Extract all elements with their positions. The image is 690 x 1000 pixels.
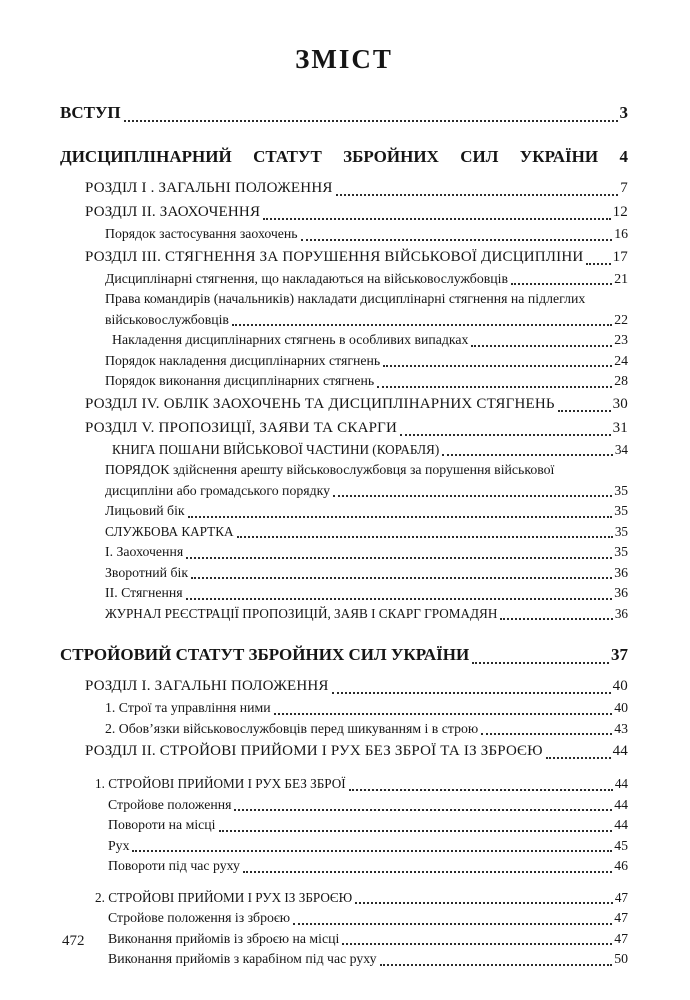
toc-entry-label: СТРОЙОВИЙ СТАТУТ ЗБРОЙНИХ СИЛ УКРАЇНИ (60, 645, 470, 664)
toc-entry-page: 30 (612, 395, 628, 412)
dot-leader (383, 365, 612, 367)
toc-entry-label: Повороти на місці (108, 817, 216, 832)
toc-entry (105, 289, 628, 310)
toc-entry-label: Лицьовий бік (105, 503, 185, 518)
page-title: ЗМІСТ (295, 44, 393, 74)
toc-entry-page: 4 (619, 147, 629, 166)
dot-leader (188, 516, 613, 518)
toc-entry-page: 43 (614, 720, 628, 736)
dot-leader (377, 386, 612, 388)
toc-entry (105, 224, 628, 245)
toc-entry-label: РОЗДІЛ ІІ. СТРОЙОВІ ПРИЙОМИ І РУХ БЕЗ ЗБРОЇ ТА ІЗ ЗБРОЄЮ (85, 743, 543, 759)
toc-entry (85, 245, 628, 269)
toc-entry (105, 698, 628, 719)
toc-entry-label: СЛУЖБОВА КАРТКА (105, 523, 234, 539)
dot-leader (400, 434, 611, 436)
toc-entry (108, 929, 628, 950)
toc-entry-label: Стройове положення із зброєю (108, 910, 291, 925)
toc-entry (105, 542, 628, 563)
toc-entry-label: Виконання прийомів з карабіном під час руху (108, 951, 377, 966)
toc-entry-label: РОЗДІЛ ІІ. ЗАОХОЧЕННЯ (85, 204, 261, 220)
dot-leader (263, 218, 610, 220)
toc-entry-page: 45 (614, 837, 628, 853)
toc-entry-label: РОЗДІЛ ІV. ОБЛІК ЗАОХОЧЕНЬ ТА ДИСЦИПЛІНАРНИХ СТЯГНЕНЬ (85, 395, 555, 412)
toc-entry-label: 2. Обов’язки військовослужбовців перед шикуванням і в строю (105, 720, 479, 736)
toc-entry-label: РОЗДІЛ ІІІ. СТЯГНЕННЯ ЗА ПОРУШЕННЯ ВІЙСЬКОВОЇ ДИСЦИПЛІНИ (85, 248, 584, 265)
toc-entry-label: ПОРЯДОК здійснення арешту військовослужбовця за порушення військової (105, 462, 555, 477)
toc-entry (85, 739, 628, 763)
toc-entry-page: 35 (614, 503, 628, 518)
toc-entry-label: Дисциплінарні стягнення, що накладаються на військовослужбовців (105, 270, 508, 286)
dot-leader (471, 345, 612, 347)
toc-entry (105, 351, 628, 372)
dot-leader (380, 964, 613, 966)
toc-entry-page: 44 (614, 796, 628, 812)
toc-entry-label: 2. СТРОЙОВІ ПРИЙОМИ І РУХ ІЗ ЗБРОЄЮ (95, 889, 353, 905)
dot-leader (349, 789, 613, 791)
toc-entry (60, 99, 628, 126)
toc-entry (105, 719, 628, 740)
dot-leader (558, 410, 611, 412)
dot-leader (511, 283, 612, 285)
toc-entry-label: Повороти під час руху (108, 858, 240, 873)
dot-leader (442, 454, 613, 456)
toc-entry-page: 31 (612, 419, 628, 436)
toc-entry-label: ВСТУП (60, 103, 121, 122)
toc-entry (105, 522, 628, 543)
toc-entry (105, 583, 628, 604)
dot-leader (124, 120, 618, 122)
toc-entry-page: 36 (614, 605, 628, 621)
dot-leader (132, 850, 612, 852)
toc-entry-page: 22 (614, 311, 628, 327)
toc-entry (108, 815, 628, 836)
dot-leader (301, 239, 613, 241)
toc-entry (108, 795, 628, 816)
dot-leader (546, 757, 611, 759)
toc-entry-page: 35 (614, 482, 628, 498)
toc-entry-page: 36 (614, 564, 628, 580)
toc-entry-label: 1. СТРОЙОВІ ПРИЙОМИ І РУХ БЕЗ ЗБРОЇ (95, 776, 346, 791)
dot-leader (274, 713, 613, 715)
toc-entry-label: дисципліни або громадського порядку (105, 482, 331, 498)
toc-entry (112, 330, 628, 351)
toc-entry-page: 47 (614, 910, 628, 925)
toc-entry (105, 563, 628, 584)
toc-entry-page: 40 (612, 678, 628, 694)
toc-entry-page: 47 (614, 930, 628, 946)
toc-entry-page: 34 (614, 441, 628, 457)
toc-entry (105, 460, 628, 481)
toc-entry (108, 908, 628, 929)
toc-entry-label: ЖУРНАЛ РЕЄСТРАЦІЇ ПРОПОЗИЦІЙ, ЗАЯВ І СКАРГ ГРОМАДЯН (105, 605, 498, 621)
dot-leader (219, 830, 613, 832)
toc-entry (105, 371, 628, 392)
toc-entry (105, 501, 628, 522)
toc-entry (112, 440, 628, 461)
dot-leader (237, 536, 613, 538)
toc-entry-page: 36 (614, 585, 628, 600)
dot-leader (342, 943, 612, 945)
toc-entry-label: РОЗДІЛ V. ПРОПОЗИЦІЇ, ЗАЯВИ ТА СКАРГИ (85, 419, 398, 436)
toc-entry-page: 44 (614, 817, 628, 832)
dot-leader (234, 809, 612, 811)
dot-leader (332, 692, 611, 694)
toc-entry (60, 143, 628, 170)
toc-entry (105, 269, 628, 290)
toc-entry-page: 28 (614, 373, 628, 388)
toc-entry (105, 604, 628, 625)
toc-entry-page: 50 (614, 951, 628, 966)
toc-entry-label: РОЗДІЛ І. ЗАГАЛЬНІ ПОЛОЖЕННЯ (85, 678, 329, 694)
dot-leader (186, 598, 613, 600)
dot-leader (243, 871, 612, 873)
toc-entry (60, 641, 628, 668)
toc-entry-page: 37 (611, 645, 628, 664)
toc-entry (85, 674, 628, 698)
dot-leader (333, 495, 612, 497)
toc-entry-page: 23 (614, 332, 628, 347)
toc-entry (108, 949, 628, 970)
toc-entry (85, 200, 628, 224)
toc-entry-page: 16 (614, 226, 628, 241)
toc-entry-label: ДИСЦИПЛІНАРНИЙ СТАТУТ ЗБРОЙНИХ СИЛ УКРАЇНИ (60, 147, 599, 166)
dot-leader (191, 577, 612, 579)
toc-entry-label: І. Заохочення (105, 544, 184, 559)
toc-entry-label: військовослужбовців (105, 311, 229, 327)
toc-entry-page: 7 (620, 180, 628, 196)
toc-entry-page: 46 (614, 858, 628, 873)
toc-entry-label: Стройове положення (108, 796, 232, 812)
toc-entry (105, 310, 628, 331)
toc-entry-label: Порядок накладення дисциплінарних стягнень (105, 352, 381, 368)
toc-entry-page: 40 (614, 700, 628, 715)
toc-entry-label: 1. Строї та управління ними (105, 700, 271, 715)
toc-entry-label: Накладення дисциплінарних стягнень в особливих випадках (112, 332, 469, 347)
dot-leader (500, 618, 612, 620)
toc-entry-label: Порядок застосування заохочень (105, 226, 298, 241)
toc-entry (85, 176, 628, 200)
dot-leader (186, 557, 612, 559)
toc-entry (85, 392, 628, 416)
toc-entry (85, 416, 628, 440)
toc-entry-label: ІІ. Стягнення (105, 585, 183, 600)
toc-list (60, 99, 628, 970)
dot-leader (472, 662, 609, 664)
dot-leader (293, 923, 612, 925)
toc-entry (108, 856, 628, 877)
toc-entry-page: 35 (614, 544, 628, 559)
toc-entry (95, 888, 628, 909)
dot-leader (586, 263, 610, 265)
toc-entry-label: Зворотний бік (105, 564, 189, 580)
toc-entry-page: 44 (612, 743, 628, 759)
toc-entry-page: 24 (614, 352, 628, 368)
dot-leader (232, 324, 612, 326)
toc-entry-label: РОЗДІЛ І . ЗАГАЛЬНІ ПОЛОЖЕННЯ (85, 180, 333, 196)
toc-entry-page: 47 (614, 889, 628, 905)
toc-entry (108, 836, 628, 857)
toc-entry-label: Рух (108, 837, 130, 853)
toc-entry (105, 481, 628, 502)
toc-entry (95, 774, 628, 795)
page-number: 472 (62, 933, 85, 949)
toc-entry-label: КНИГА ПОШАНИ ВІЙСЬКОВОЇ ЧАСТИНИ (КОРАБЛЯ) (112, 441, 440, 457)
dot-leader (336, 194, 619, 196)
toc-entry-label: Права командирів (начальників) накладати дисциплінарні стягнення на підлеглих (105, 291, 586, 306)
toc-entry-label: Порядок виконання дисциплінарних стягнень (105, 373, 375, 388)
toc-entry-page: 21 (614, 270, 628, 286)
toc-entry-page: 35 (614, 523, 628, 539)
toc-entry-page: 3 (619, 103, 628, 122)
toc-entry-page: 44 (614, 776, 628, 791)
toc-entry-page: 12 (612, 204, 628, 220)
toc-entry-label: Виконання прийомів із зброєю на місці (108, 930, 340, 946)
dot-leader (481, 733, 612, 735)
dot-leader (355, 902, 613, 904)
toc-entry-page: 17 (612, 248, 628, 265)
